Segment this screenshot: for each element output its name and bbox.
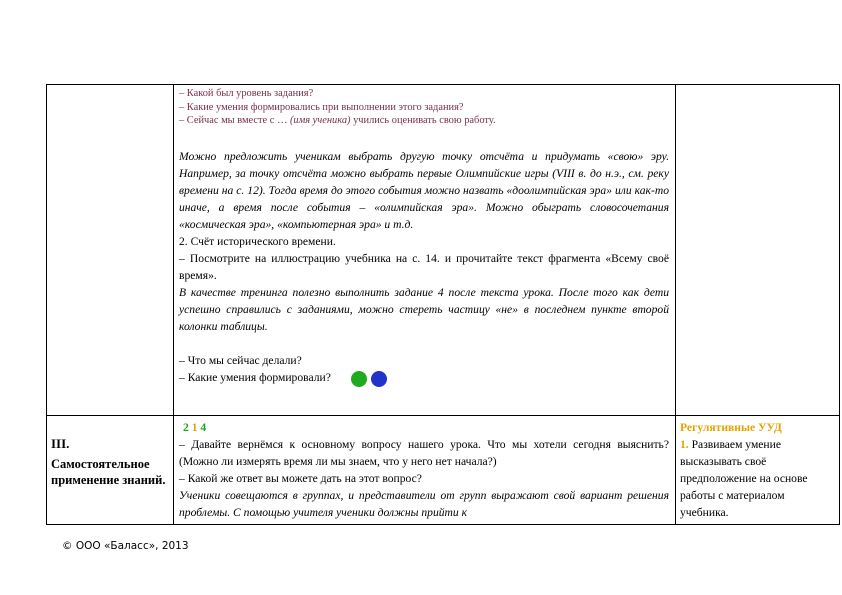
answer-question: – Какой же ответ вы можете дать на этот вопрос? [179,472,422,485]
uud-item-number: 1. [680,438,689,451]
stage-title: Самостоятельное применение знаний. [51,457,166,487]
table-border-right [839,84,840,525]
task-codes [179,419,669,436]
question-which-skills [179,369,669,387]
copyright-footer: © ООО «Баласс», 2013 [62,540,189,552]
task-code: 1 [191,421,198,434]
uud-item-1 [680,436,836,521]
group-discussion-note: Ученики совещаются в группах, и представители от групп выражают свой вариант решения проблемы. С помощью учителя ученики должны прийти к [179,489,669,519]
table-column-divider-1 [173,84,174,525]
row2-content-cell [179,419,669,521]
table-row-divider [46,415,840,416]
uud-item-text: Развиваем умение высказывать своё предположение на основе работы с материалом учебника. [680,438,808,519]
table-border-left [46,84,47,525]
question-what-did-we-do: – Что мы сейчас делали? [179,353,302,367]
task-code: 2 [183,421,189,434]
question-level: – Какой был уровень задания? [179,88,314,99]
row1-content-cell [179,87,669,387]
training-note: В качестве тренинга полезно выполнить задание 4 после текста урока. После того как дети успешно справились с заданиями, можно стереть частицу «не» в последнем пункте второй колонки таблицы. [179,285,669,333]
lesson-table [46,84,840,524]
stage-number: III. [51,436,70,451]
stage-cell [51,436,171,488]
question-self-assessment-end: учились оценивать свою работу. [350,115,496,126]
era-suggestion-paragraph: Можно предложить ученикам выбрать другую точку отсчёта и придумать «свою» эру. Например, за точку отсчёта можно выбрать первые Олимпийские игры (VIII в. до н.э., см. реку времени на с. 12). Тогда время до этого события можно назвать «доолимпийская эра» или как-то иначе, а время после события – «олимпийская эра». Можно обыграть словосочетания «космическая эра», «компьютерная эра» и т.д. [179,149,669,231]
return-to-question: – Давайте вернёмся к основному вопросу нашего урока. Что мы хотели сегодня выяснить? (Можно ли измерять время ли мы знаем, что у него нет начала?) [179,438,669,468]
uud-cell [680,419,836,521]
evaluation-dots [351,369,391,386]
question-self-assessment [179,114,669,128]
blue-circle-icon [371,371,387,387]
task-code: 4 [200,421,207,434]
illustration-instruction: – Посмотрите на иллюстрацию учебника на с. 14. и прочитайте текст фрагмента «Всему своё время». [179,251,669,282]
question-which-skills-text: – Какие умения формировали? [179,370,331,384]
table-border-top [46,84,840,85]
point-2-heading: 2. Счёт исторического времени. [179,234,336,248]
table-column-divider-2 [675,84,676,525]
green-circle-icon [351,371,367,387]
question-skills-formed: – Какие умения формировались при выполнении этого задания? [179,101,464,113]
uud-title: Регулятивные УУД [680,421,782,434]
question-self-assessment-start: – Сейчас мы вместе с … [179,115,290,126]
table-border-bottom [46,524,840,525]
student-name-placeholder: (имя ученика) [289,115,351,126]
